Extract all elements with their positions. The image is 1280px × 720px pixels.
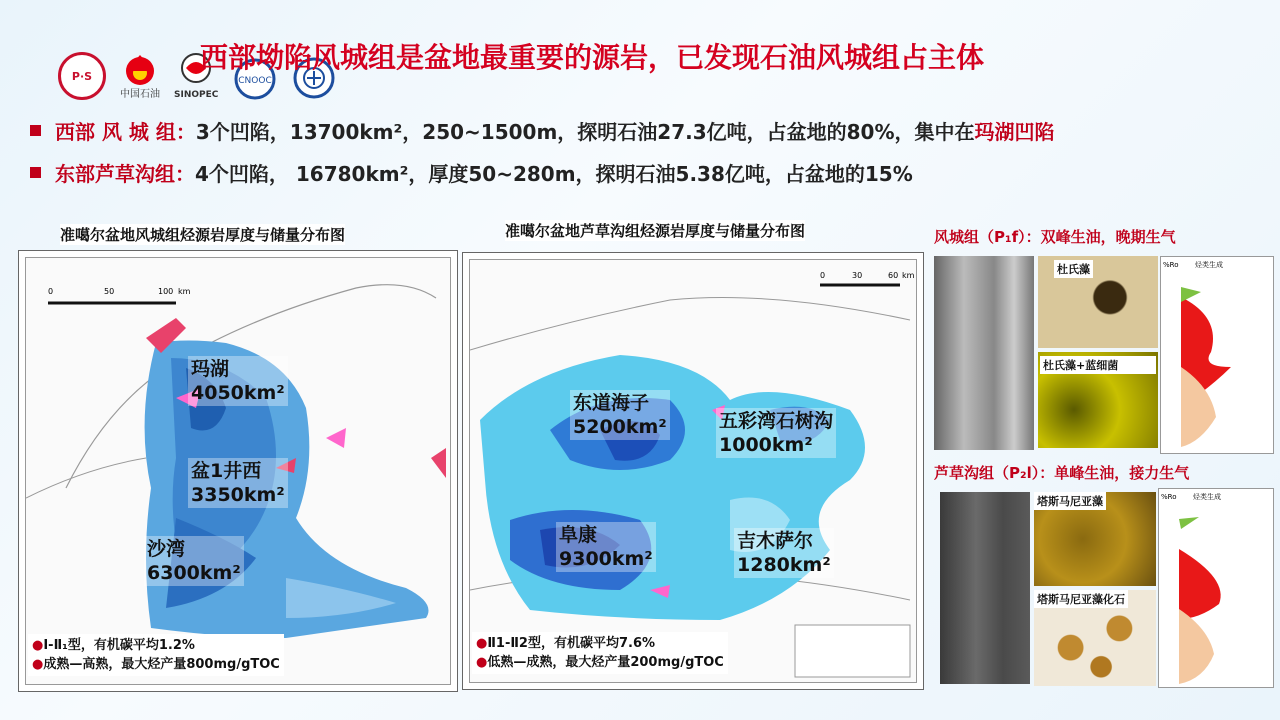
petrochina-logo xyxy=(120,51,160,100)
right-scale-60: 60 xyxy=(888,271,899,280)
generation-curve-graphic xyxy=(1161,257,1273,453)
curve-header-ro-2: %Ro xyxy=(1161,493,1177,501)
society-logo xyxy=(58,52,106,100)
left-map-title: 准噶尔盆地风城组烃源岩厚度与储量分布图 xyxy=(60,226,346,244)
bullet-label: 东部芦草沟组： xyxy=(55,162,195,186)
curve-header-ro: %Ro xyxy=(1163,261,1179,269)
region-name: 盆1井西 xyxy=(191,460,262,482)
right-scale-0: 0 xyxy=(820,271,826,280)
svg-text:CNOOC: CNOOC xyxy=(238,76,273,86)
region-pen1jingxi xyxy=(188,458,288,508)
bullet-square-icon xyxy=(30,167,41,178)
right-map-graphic xyxy=(470,260,916,682)
bullet-lucaogou xyxy=(30,158,913,187)
bullet-text: 4个凹陷， 16780km²，厚度50~280m，探明石油5.38亿吨，占盆地的15% xyxy=(195,162,913,186)
left-scale-50: 50 xyxy=(104,287,115,296)
region-shawan xyxy=(144,536,244,586)
left-map-canvas xyxy=(25,257,451,685)
photo-label-1: 杜氏藻 xyxy=(1054,260,1093,278)
left-note-1: Ⅰ-Ⅱ₁型，有机碳平均1.2% xyxy=(43,638,195,653)
region-name: 沙湾 xyxy=(147,538,186,560)
region-area: 5200km² xyxy=(573,416,667,438)
region-dongdaohaizi xyxy=(570,390,670,440)
bullet-fengcheng xyxy=(30,116,1055,145)
region-wucaiwan xyxy=(716,408,836,458)
region-area: 3350km² xyxy=(191,484,285,506)
photo-label-4: 塔斯马尼亚藻化石 xyxy=(1034,590,1128,608)
photo-label-2: 杜氏藻+蓝细菌 xyxy=(1040,356,1156,374)
region-mahu xyxy=(188,356,288,406)
right-scale-30: 30 xyxy=(852,271,863,280)
right-map xyxy=(462,252,924,690)
region-jimusaer xyxy=(734,528,834,578)
left-scale-100: 100 xyxy=(158,287,174,296)
region-name: 玛湖 xyxy=(191,358,230,380)
core-photo-fengcheng xyxy=(934,256,1034,450)
region-area: 1280km² xyxy=(737,554,831,576)
lucaogou-label: 芦草沟组（P₂l）：单峰生油，接力生气 xyxy=(934,464,1190,482)
photo-label-3: 塔斯马尼亚藻 xyxy=(1034,492,1106,510)
core-photo-lucaogou xyxy=(940,492,1030,684)
left-scale-unit: km xyxy=(178,287,191,296)
curve-header-gen-2: 烃类生成 xyxy=(1193,493,1221,501)
bullet-text: 3个凹陷，13700km²，250~1500m，探明石油27.3亿吨，占盆地的80%，集中在 xyxy=(195,120,975,144)
region-name: 阜康 xyxy=(559,524,598,546)
region-area: 6300km² xyxy=(147,562,241,584)
region-area: 9300km² xyxy=(559,548,653,570)
right-note-1: Ⅱ1-Ⅱ2型，有机碳平均7.6% xyxy=(487,636,656,651)
petrochina-text: 中国石油 xyxy=(120,89,160,100)
right-map-legend xyxy=(472,632,728,674)
bullet-dot-icon: ● xyxy=(476,655,488,670)
region-area: 1000km² xyxy=(719,434,813,456)
right-map-canvas xyxy=(469,259,917,683)
left-map xyxy=(18,250,458,692)
curve-header-gen: 烃类生成 xyxy=(1195,261,1223,269)
left-scale-0: 0 xyxy=(48,287,54,296)
region-name: 五彩湾石树沟 xyxy=(719,410,834,432)
right-note-2: 低熟—成熟，最大烃产量200mg/gTOC xyxy=(487,655,724,670)
page-title: 西部坳陷风城组是盆地最重要的源岩，已发现石油风城组占主体 xyxy=(200,41,985,74)
region-fukang xyxy=(556,522,656,572)
right-map-title: 准噶尔盆地芦草沟组烃源岩厚度与储量分布图 xyxy=(505,222,806,240)
region-name: 吉木萨尔 xyxy=(737,530,814,552)
ps-emblem-icon: P·S xyxy=(58,52,106,100)
bullet-highlight: 玛湖凹陷 xyxy=(974,120,1055,144)
sinopec-text: SINOPEC xyxy=(174,90,219,100)
region-name: 东道海子 xyxy=(573,392,650,414)
bullet-dot-icon: ● xyxy=(32,638,44,653)
bullet-square-icon xyxy=(30,125,41,136)
left-map-legend xyxy=(28,634,284,676)
hydrocarbon-curve-lucaogou xyxy=(1158,488,1274,688)
bullet-dot-icon: ● xyxy=(476,636,488,651)
left-note-2: 成熟—高熟，最大烃产量800mg/gTOC xyxy=(43,657,280,672)
right-scale-unit: km xyxy=(902,271,915,280)
petrochina-flower-icon xyxy=(120,51,160,85)
fengcheng-label: 风城组（P₁f）：双峰生油，晚期生气 xyxy=(934,228,1176,246)
generation-curve-graphic-2 xyxy=(1159,489,1273,687)
bullet-dot-icon: ● xyxy=(32,657,44,672)
region-area: 4050km² xyxy=(191,382,285,404)
hydrocarbon-curve-fengcheng xyxy=(1160,256,1274,454)
bullet-label: 西部 风 城 组： xyxy=(55,120,196,144)
